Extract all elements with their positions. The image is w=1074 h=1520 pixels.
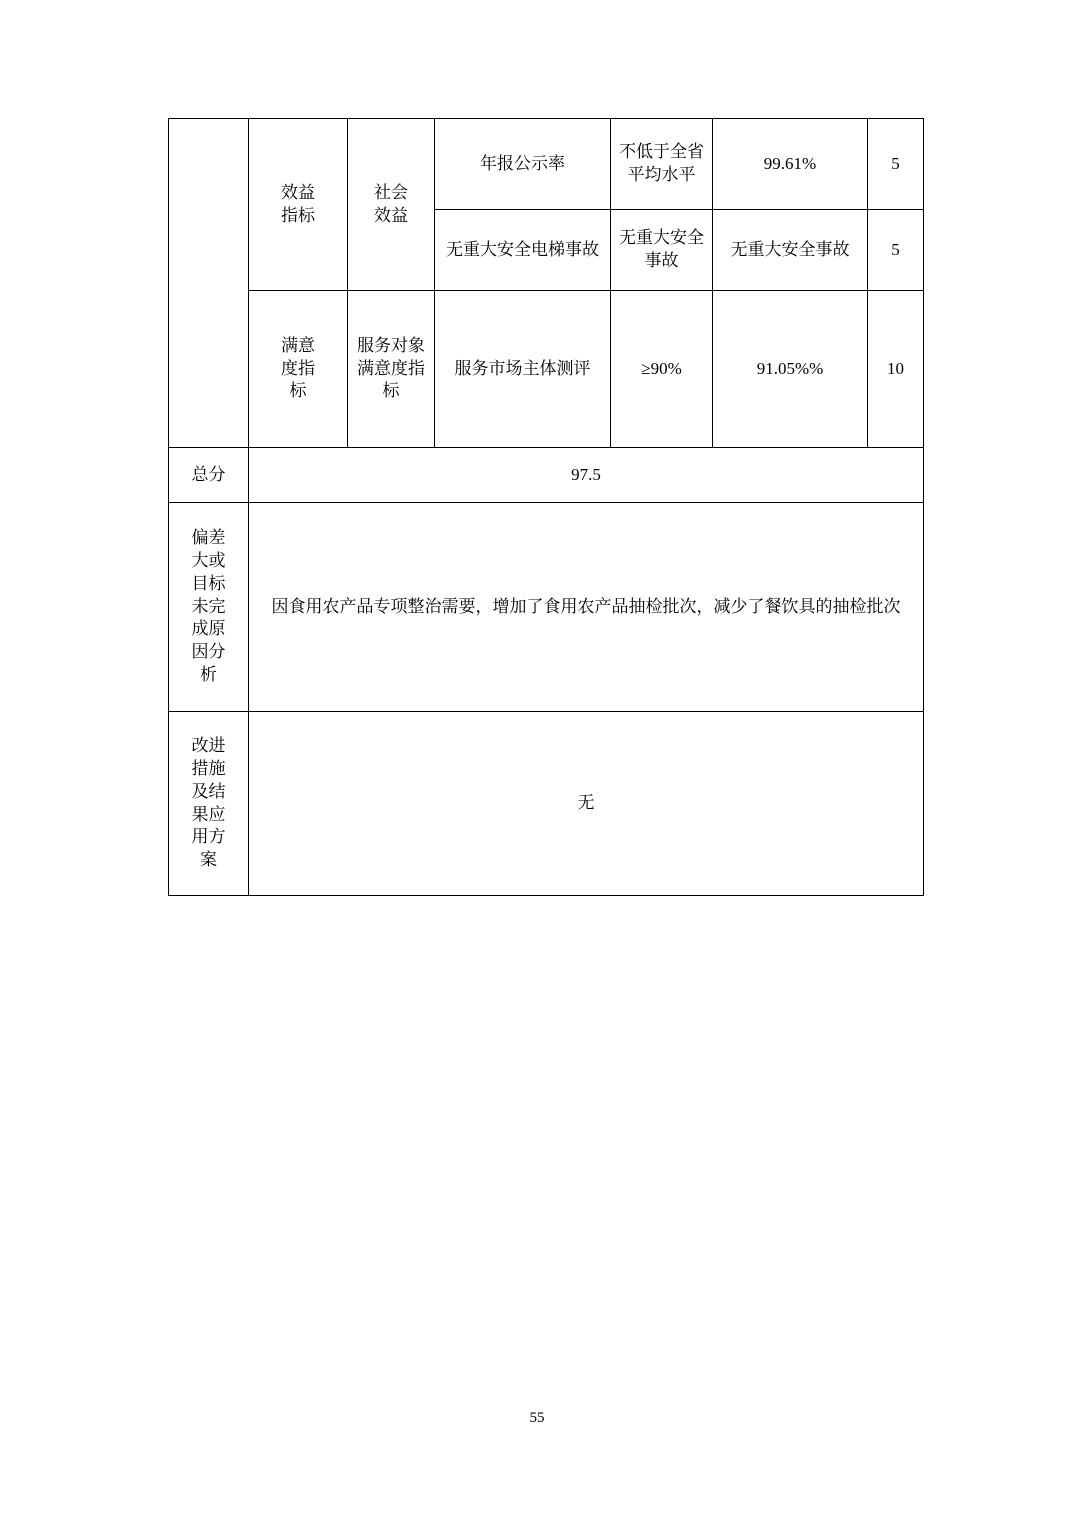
cell-subcategory-service-object: 服务对象满意度指标 — [348, 291, 435, 448]
value-improvement-plan: 无 — [249, 712, 924, 896]
table-row-deviation — [169, 503, 924, 712]
value-deviation-analysis: 因食用农产品专项整治需要，增加了食用农产品抽检批次，减少了餐饮具的抽检批次 — [249, 503, 924, 712]
cell-target-market-survey: ≥90% — [611, 291, 713, 448]
value-total-score: 97.5 — [249, 448, 924, 503]
table-row — [169, 119, 924, 210]
cell-indicator-elevator-accident: 无重大安全电梯事故 — [435, 210, 611, 291]
label-improvement-plan: 改进措施及结果应用方案 — [169, 712, 249, 896]
cell-indicator-market-survey: 服务市场主体测评 — [435, 291, 611, 448]
cell-actual-annual-report: 99.61% — [713, 119, 868, 210]
cell-actual-market-survey: 91.05%% — [713, 291, 868, 448]
table-row — [169, 291, 924, 448]
cell-score-annual-report: 5 — [868, 119, 924, 210]
cell-score-market-survey: 10 — [868, 291, 924, 448]
table-row-total — [169, 448, 924, 503]
page-number: 55 — [529, 1410, 545, 1426]
row-group-spacer — [169, 119, 249, 448]
cell-indicator-annual-report: 年报公示率 — [435, 119, 611, 210]
cell-subcategory-social: 社会效益 — [348, 119, 435, 291]
cell-actual-elevator-accident: 无重大安全事故 — [713, 210, 868, 291]
label-deviation-analysis: 偏差大或目标未完成原因分析 — [169, 503, 249, 712]
cell-target-annual-report: 不低于全省平均水平 — [611, 119, 713, 210]
cell-category-satisfaction: 满意度指标 — [249, 291, 348, 448]
cell-target-elevator-accident: 无重大安全事故 — [611, 210, 713, 291]
cell-score-elevator-accident: 5 — [868, 210, 924, 291]
table-row-improvement — [169, 712, 924, 896]
performance-indicator-table-wrapper — [168, 118, 923, 896]
cell-category-benefit: 效益指标 — [249, 119, 348, 291]
performance-indicator-table — [168, 118, 924, 896]
label-total-score: 总分 — [169, 448, 249, 503]
